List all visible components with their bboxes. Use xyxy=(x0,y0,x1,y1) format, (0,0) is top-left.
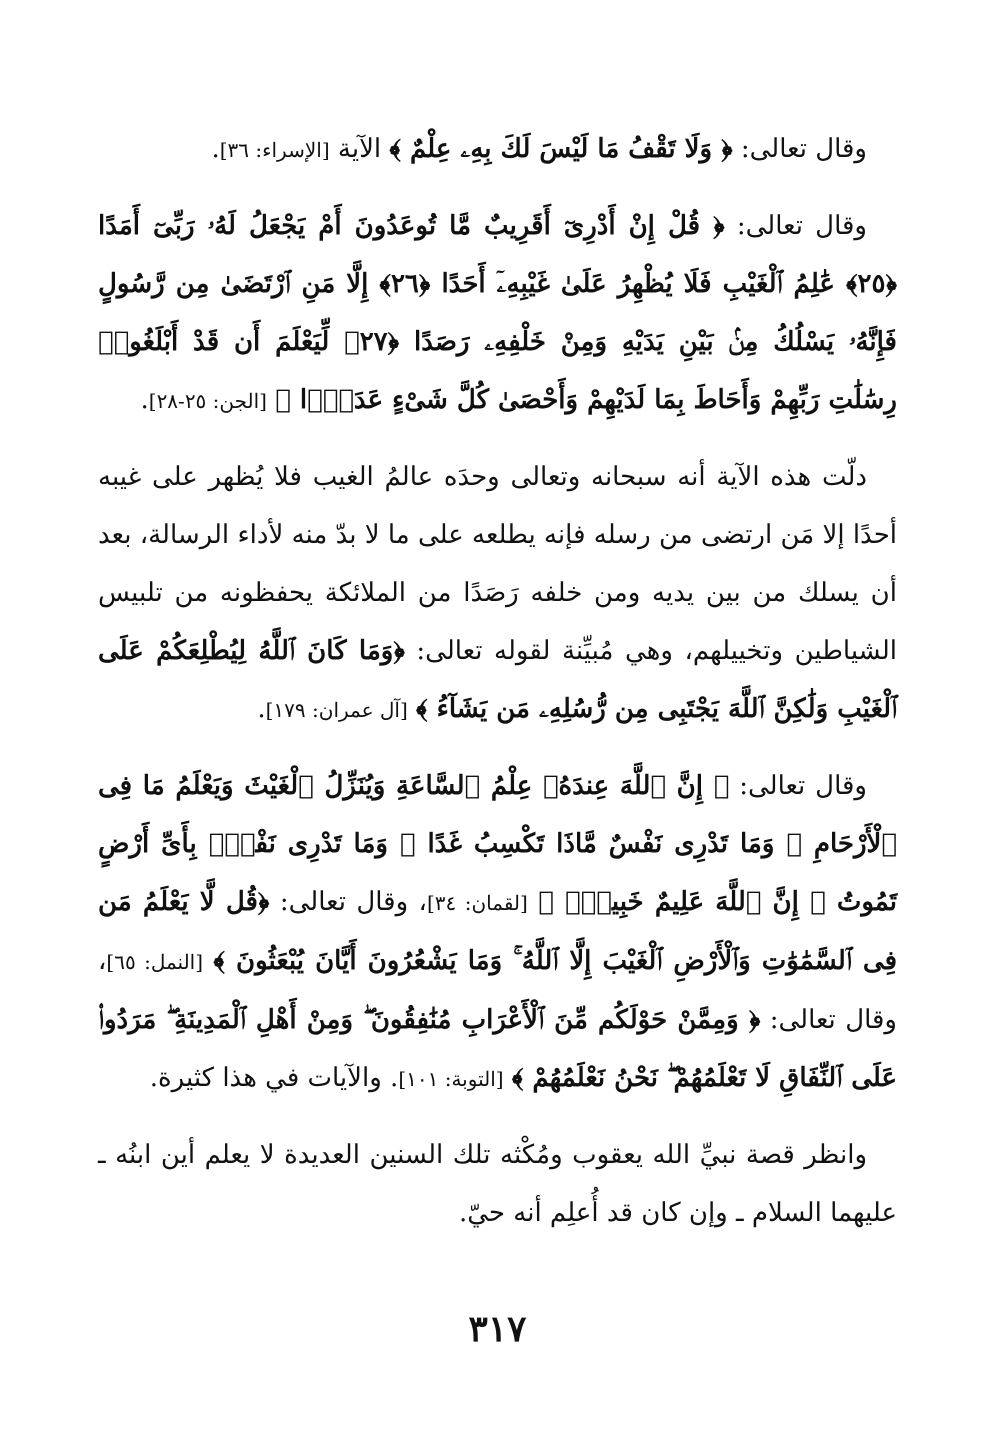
end-text: . xyxy=(257,694,266,724)
intro-text: وقال تعالى: xyxy=(724,211,867,241)
connector-text xyxy=(528,887,538,917)
end-text: . xyxy=(211,134,220,164)
verse-reference: [النمل: ٦٥] xyxy=(106,950,204,974)
connector-text xyxy=(267,385,275,415)
verse-reference: [لقمان: ٣٤] xyxy=(426,891,528,915)
verse-reference: [آل عمران: ١٧٩] xyxy=(265,698,408,722)
connector-text: ، وقال تعالى: xyxy=(98,946,897,1035)
connector-text xyxy=(408,694,416,724)
verse-reference: [التوبة: ١٠١] xyxy=(398,1067,504,1091)
quran-verse: ﴿قُل لَّا يَعْلَمُ مَن فِى ٱلسَّمَٰوَٰتِ وَٱلْأَرْضِ ٱلْغَيْبَ إِلَّا ٱللَّهُ ۚ وَمَا يَشْعُرُونَ أَيَّانَ يُبْعَثُونَ ﴾ xyxy=(98,887,898,976)
intro-text: وقال تعالى: xyxy=(732,134,867,164)
connector-text xyxy=(203,946,213,976)
quran-verse: ﴿وَمَا كَانَ ٱللَّهُ لِيُطْلِعَكُمْ عَلَى ٱلْغَيْبِ وَلَٰكِنَّ ٱللَّهَ يَجْتَبِى مِن رُّسُلِهِۦ مَن يَشَآءُ ﴾ xyxy=(98,636,897,724)
quran-verse: ﴿ وَمِمَّنْ حَوْلَكُم مِّنَ ٱلْأَعْرَابِ مُنَٰفِقُونَ ۖ وَمِنْ أَهْلِ ٱلْمَدِينَةِ ۖ مَرَدُوا۟ عَلَى ٱلنِّفَاقِ لَا تَعْلَمُهُمْ ۖ نَحْنُ نَعْلَمُهُمْ ﴾ xyxy=(98,1005,897,1093)
paragraph-isra xyxy=(98,120,897,179)
paragraph-jinn xyxy=(98,197,897,430)
page-body xyxy=(98,120,897,1260)
commentary-text: دلّت هذه الآية أنه سبحانه وتعالى وحدَه عالمُ الغيب فلا يُظهر على غيبه أحدًا إلا مَن ارتضى من رسله فإنه يطلعه على ما لا بدّ منه لأداء الرسالة، بعد أن يسلك من بين يديه ومن خلفه رَصَدًا من الملائكة يحفظونه من تلبيس الشياطين وتخييلهم، وهي مُبيِّنة لقوله تعالى: xyxy=(98,462,898,666)
paragraph-luqman-naml-tawba xyxy=(98,757,897,1108)
connector-text: ، وقال تعالى: xyxy=(269,887,427,917)
intro-text: وقال تعالى: xyxy=(729,771,867,801)
verse-reference: [الإسراء: ٣٦] xyxy=(219,138,330,162)
paragraph-yaqub xyxy=(98,1126,897,1242)
end-text: . xyxy=(140,385,149,415)
verse-reference: [الجن: ٢٥-٢٨] xyxy=(148,389,267,413)
connector-text xyxy=(504,1063,512,1093)
end-text: . والآيات في هذا كثيرة. xyxy=(149,1063,399,1093)
quran-verse: ﴿ إِنَّ ٱللَّهَ عِندَهُۥ عِلْمُ ٱلسَّاعَةِ وَيُنَزِّلُ ٱلْغَيْثَ وَيَعْلَمُ مَا فِى ٱلْأَرْحَامِ ۖ وَمَا تَدْرِى نَفْسٌ مَّاذَا تَكْسِبُ غَدًا ۖ وَمَا تَدْرِى نَفْسٌۢ بِأَىِّ أَرْضٍ تَمُوتُ ۚ إِنَّ ٱللَّهَ عَلِيمٌ خَبِيرٌۢ ﴾ xyxy=(98,771,898,917)
page-number: ٣١٧ xyxy=(468,1308,527,1350)
commentary-text: وانظر قصة نبيِّ الله يعقوب ومُكْثه تلك السنين العديدة لا يعلم أين ابنُه ـ عليهما السلام ـ وإن كان قد أُعلِم أنه حيّ. xyxy=(98,1140,897,1228)
paragraph-commentary xyxy=(98,448,897,739)
connector-text: الآية xyxy=(329,134,390,164)
quran-verse: ﴿ قُلْ إِنْ أَدْرِىٓ أَقَرِيبٌ مَّا تُوعَدُونَ أَمْ يَجْعَلُ لَهُۥ رَبِّىٓ أَمَدًا ﴿٢٥﴾ عَٰلِمُ ٱلْغَيْبِ فَلَا يُظْهِرُ عَلَىٰ غَيْبِهِۦٓ أَحَدًا ﴿٢٦﴾ إِلَّا مَنِ ٱرْتَضَىٰ مِن رَّسُولٍ فَإِنَّهُۥ يَسْلُكُ مِنۢ بَيْنِ يَدَيْهِ وَمِنْ خَلْفِهِۦ رَصَدًا ﴿٢٧﴾ لِّيَعْلَمَ أَن قَدْ أَبْلَغُوا۟ رِسَٰلَٰتِ رَبِّهِمْ وَأَحَاطَ بِمَا لَدَيْهِمْ وَأَحْصَىٰ كُلَّ شَىْءٍ عَدَدًۢا ﴾ xyxy=(98,211,897,415)
quran-verse: ﴿ وَلَا تَقْفُ مَا لَيْسَ لَكَ بِهِۦ عِلْمٌ ﴾ xyxy=(389,134,733,164)
